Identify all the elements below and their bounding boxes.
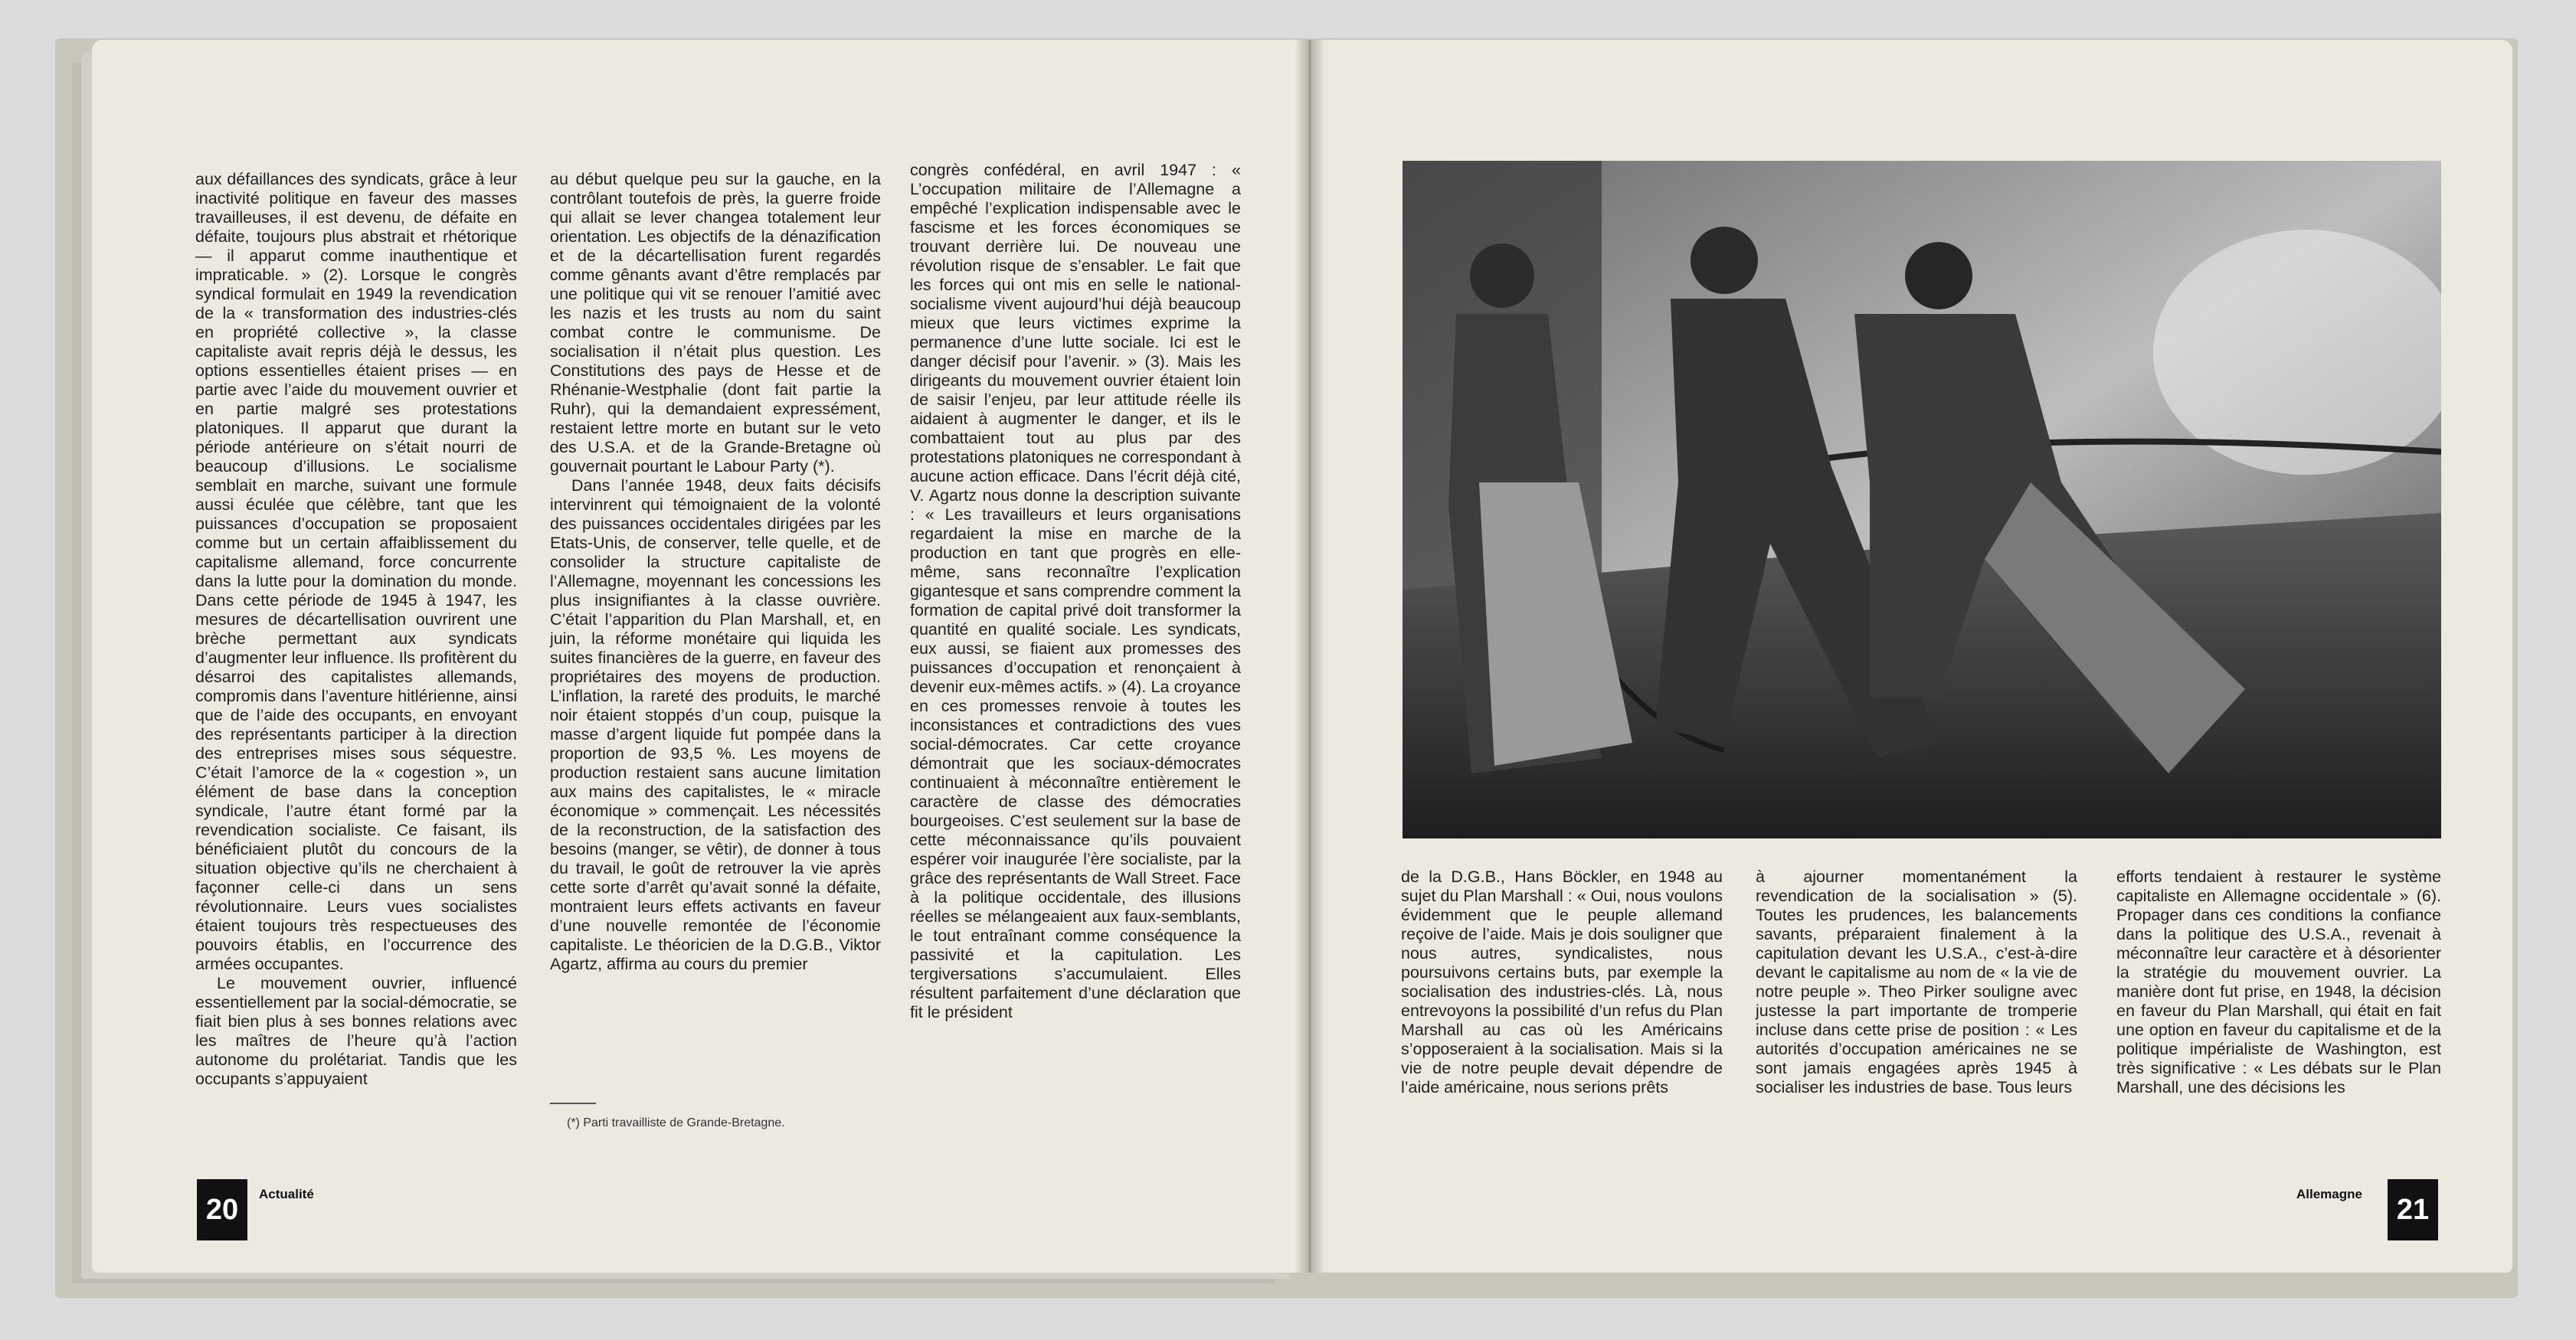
page-number-left: 20 — [197, 1179, 247, 1240]
paragraph: à ajourner momentanément la revendication de la socialisation » (5). Toutes les prudences, les balancements savants, préparaient finalement à la capitulation devant les U.S.A., c’est-à-dire devant le capitalisme au nom de « la vie de notre peuple ». Theo Pirker souligne avec justesse la part importante de tromperie incluse dans cette prise de position : « Les autorités d’occupation américaines ne se sont jamais engagées après 1945 à socialiser les industries de base. Tous leurs — [1756, 868, 2077, 1097]
paragraph: Le mouvement ouvrier, influencé essentiellement par la social-démocratie, se fiait bien plus à ses bonnes relations avec les maîtres de l’heure qu’à l’action autonome du prolétariat. Tandis que les occupants s’appuyaient — [195, 974, 517, 1088]
right-column-3 — [2116, 868, 2441, 1097]
section-label-left: Actualité — [259, 1187, 314, 1201]
photograph — [1403, 161, 2441, 838]
right-column-2 — [1756, 868, 2077, 1097]
footnote: (*) Parti travailliste de Grande-Bretagne. — [567, 1116, 785, 1129]
paragraph: au début quelque peu sur la gauche, en la contrôlant toutefois de près, la guerre froide qui allait se lever changea totalement leur orientation. Les objectifs de la dénazification et de la décartellisation furent regardés comme gênants avant d’être remplacés par une politique qui vit se renouer l’amitié avec les nazis et les trusts au nom du saint combat contre le communisme. De socialisation il n’était plus question. Les Constitutions des pays de Hesse et de Rhénanie-Westphalie (dont fait partie la Ruhr), qui la demandaient expressément, restaient lettre morte en butant sur le veto des U.S.A. et de la Grande-Bretagne où gouvernait pourtant le Labour Party (*). — [550, 170, 881, 476]
left-column-3 — [910, 161, 1241, 1022]
paragraph: de la D.G.B., Hans Böckler, en 1948 au sujet du Plan Marshall : « Oui, nous voulons évidemment que le peuple allemand reçoive de l’aide. Mais je dois souligner que nous autres, syndicalistes, nous poursuivons certains buts, par exemple la socialisation des industries-clés. Là, nous entrevoyons la possibilité d’un refus du Plan Marshall au cas où les Américains s’opposeraient à la socialisation. Mais si la vie de notre peuple devait dépendre de l’aide américaine, nous serions prêts — [1401, 868, 1723, 1097]
book-gutter — [1295, 40, 1325, 1273]
paragraph: efforts tendaient à restaurer le système capitaliste en Allemagne occidentale » (6). Propager dans ces conditions la confiance dans la politique des U.S.A., revenait à méconnaître leur caractère et à désorienter la stratégie du mouvement ouvrier. La manière dont fut prise, en 1948, la décision en faveur du Plan Marshall, qui était en fait une option en faveur du capitalisme et de la politique impérialiste de Washington, est très significative : « Les débats sur le Plan Marshall, une des décisions les — [2116, 868, 2441, 1097]
page-number-right: 21 — [2388, 1179, 2438, 1240]
paragraph: congrès confédéral, en avril 1947 : « L’occupation militaire de l’Allemagne a empêché l’explication indispensable avec le fascisme et les forces économiques se trouvant derrière lui. De nouveau une révolution risque de s’ensabler. Le fait que les forces qui ont mis en selle le national-socialisme vivent aujourd’hui déjà beaucoup mieux que leurs victimes exprime la permanence d’une lutte sociale. Ici est le danger décisif pour l’avenir. » (3). Mais les dirigeants du mouvement ouvrier étaient loin de saisir l’enjeu, par leur attitude réelle ils aidaient à augmenter le danger, et ils le combattaient tout au plus par des protestations platoniques ne correspondant à aucune action efficace. Dans l’écrit déjà cité, V. Agartz nous donne la description suivante : « Les travailleurs et leurs organisations regardaient la mise en marche de la production en tant que progrès en elle-même, sans reconnaître l’explication gigantesque et sans comprendre comment la formation de capital privé doit transformer la quantité en qualité sociale. Les syndicats, eux aussi, se fiaient aux promesses des puissances d’occupation et renonçaient à devenir eux-mêmes actifs. » (4). La croyance en ces promesses renvoie à toutes les inconsistances et contradictions des vues social-démocrates. Car cette croyance démontrait que les sociaux-démocrates continuaient à méconnaître entièrement le caractère de classe des démocraties bourgeoises. C’est seulement sur la base de cette méconnaissance qu’ils pouvaient espérer voir inaugurée l’ère socialiste, par la grâce des représentants de Wall Street. Face à la politique occidentale, des illusions réelles se mélangeaient aux faux-semblants, le tout entraînant comme conséquence la passivité et la capitulation. Les tergiversations s’accumulaient. Elles résultent parfaitement d’une déclaration que fit le président — [910, 161, 1241, 1021]
left-column-2 — [550, 170, 881, 974]
paragraph: aux défaillances des syndicats, grâce à leur inactivité politique en faveur des masses travailleuses, il est devenu, de défaite en défaite, toujours plus abstrait et rhétorique — il apparut comme inauthentique et impraticable. » (2). Lorsque le congrès syndical formulait en 1949 la revendication de la « transformation des industries-clés en propriété collective », la classe capitaliste avait repris déjà le dessus, les options essentielles étaient prises — en partie avec l’aide du mouvement ouvrier et en partie malgré ses protestations platoniques. Il apparut que durant la période antérieure on s’était nourri de beaucoup d’illusions. Le socialisme semblait en marche, suivant une formule aussi éculée que célèbre, tant que les puissances d’occupation se proposaient comme but un certain affaiblissement du capitalisme allemand, force concurrente dans la lutte pour la domination du monde. Dans cette période de 1945 à 1947, les mesures de décartellisation ouvrirent une brèche permettant aux syndicats d’augmenter leur influence. Ils profitèrent du désarroi des capitalistes allemands, compromis dans l’aventure hitlérienne, ainsi que de l’aide des occupants, en envoyant des représentants participer à la direction des entreprises mises sous séquestre. C’était l’amorce de la « cogestion », un élément de base dans la conception syndicale, l’autre étant formé par la revendication socialiste. Ce faisant, ils bénéficiaient plutôt du concours de la situation objective qu’ils ne cherchaient à façonner celle-ci dans un sens révolutionnaire. Leurs vues socialistes étaient toujours très respectueuses des pouvoirs établis, en l’occurrence des armées occupantes. — [195, 170, 517, 973]
paragraph: Dans l’année 1948, deux faits décisifs intervinrent qui témoignaient de la volonté des puissances occidentales dirigées par les Etats-Unis, de conserver, telle quelle, et de consolider la structure capitaliste de l’Allemagne, moyennant les concessions les plus insignifiantes à la classe ouvrière. C’était l’apparition du Plan Marshall, et, en juin, la réforme monétaire qui liquida les suites financières de la guerre, en faveur des propriétaires des moyens de production. L’inflation, la rareté des produits, le marché noir étaient stoppés d’un coup, puisque la masse d’argent liquide fut pompée dans la proportion de 93,5 %. Les moyens de production restaient sans aucune limitation aux mains des capitalistes, le « miracle économique » commençait. Les nécessités de la reconstruction, de la satisfaction des besoins (manger, se vêtir), de donner à tous du travail, le goût de retrouver la vie après cette sorte d’arrêt qu’avait sonné la défaite, montraient leurs effets activants en faveur d’une nouvelle remontée de l’économie capitaliste. Le théoricien de la D.G.B., Viktor Agartz, affirma au cours du premier — [550, 476, 881, 973]
section-label-right: Allemagne — [2296, 1187, 2362, 1201]
right-column-1 — [1401, 868, 1723, 1097]
steelworkers-photo — [1403, 161, 2441, 838]
footnote-rule — [550, 1103, 596, 1104]
left-column-1 — [195, 170, 517, 1089]
